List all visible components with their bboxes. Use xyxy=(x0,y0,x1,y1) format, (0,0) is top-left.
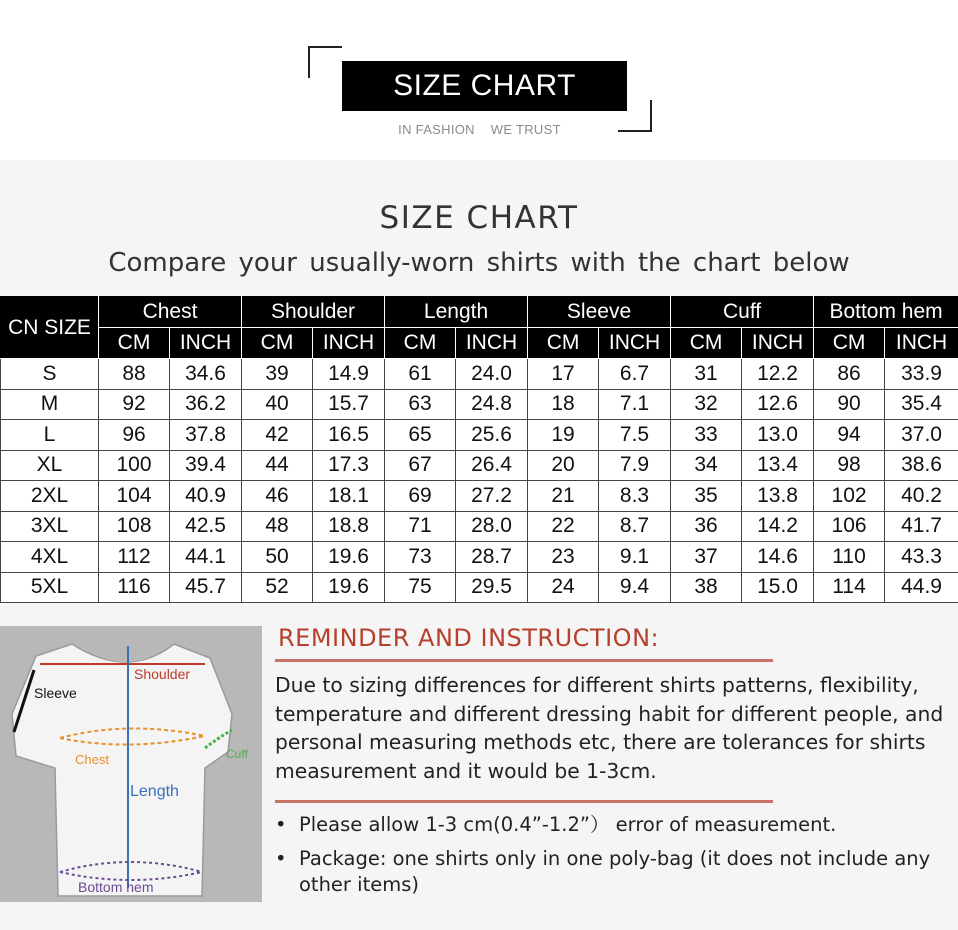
measurement-cell: 112 xyxy=(99,542,170,573)
measurement-cell: 45.7 xyxy=(170,572,242,603)
shirt-diagram-svg xyxy=(0,626,262,902)
measurement-cell: 28.0 xyxy=(456,511,528,542)
table-row xyxy=(1,572,958,603)
measurement-cell: 114 xyxy=(814,572,885,603)
measurement-cell: 35 xyxy=(671,481,742,512)
measurement-cell: 19.6 xyxy=(313,542,385,573)
measurement-cell: 7.1 xyxy=(599,389,671,420)
chart-subtitle: Compare your usually-worn shirts with the chart below xyxy=(108,248,850,278)
group-header-shoulder: Shoulder xyxy=(242,297,385,328)
measurement-cell: 42.5 xyxy=(170,511,242,542)
measurement-cell: 69 xyxy=(385,481,456,512)
measurement-cell: 48 xyxy=(242,511,313,542)
group-header-sleeve: Sleeve xyxy=(528,297,671,328)
measurement-cell: 19.6 xyxy=(313,572,385,603)
measurement-cell: 44.9 xyxy=(885,572,958,603)
measurement-cell: 28.7 xyxy=(456,542,528,573)
label-bottom-hem: Bottom hem xyxy=(78,879,154,895)
measurement-cell: 14.6 xyxy=(742,542,814,573)
measurement-cell: 40.9 xyxy=(170,481,242,512)
label-chest: Chest xyxy=(75,752,109,767)
measurement-cell: 21 xyxy=(528,481,599,512)
reminder-title: REMINDER AND INSTRUCTION: xyxy=(278,624,660,652)
measurement-cell: 37.0 xyxy=(885,420,958,451)
instruction-list xyxy=(275,812,957,906)
measurement-cell: 35.4 xyxy=(885,389,958,420)
tagline-left: IN FASHION xyxy=(398,122,475,137)
group-header-length: Length xyxy=(385,297,528,328)
measurement-cell: 98 xyxy=(814,450,885,481)
measurement-cell: 12.6 xyxy=(742,389,814,420)
measurement-cell: 16.5 xyxy=(313,420,385,451)
table-row xyxy=(1,450,958,481)
measurement-cell: 13.4 xyxy=(742,450,814,481)
group-header-bottom-hem: Bottom hem xyxy=(814,297,958,328)
tshirt-shape xyxy=(12,644,232,896)
banner-corner-bottom-right xyxy=(618,100,652,132)
measurement-cell: 102 xyxy=(814,481,885,512)
measurement-cell: 37.8 xyxy=(170,420,242,451)
size-label-cell: L xyxy=(1,420,99,451)
measurement-cell: 71 xyxy=(385,511,456,542)
measurement-cell: 33.9 xyxy=(885,359,958,390)
reminder-divider-top xyxy=(275,659,773,662)
label-length: Length xyxy=(130,783,179,800)
measurement-cell: 67 xyxy=(385,450,456,481)
table-row xyxy=(1,511,958,542)
measurement-cell: 65 xyxy=(385,420,456,451)
unit-header-cm: CM xyxy=(528,328,599,359)
measurement-cell: 8.7 xyxy=(599,511,671,542)
measurement-cell: 9.4 xyxy=(599,572,671,603)
measurement-cell: 18.1 xyxy=(313,481,385,512)
size-label-cell: 5XL xyxy=(1,572,99,603)
bullet-icon: • xyxy=(275,847,287,870)
measurement-cell: 34.6 xyxy=(170,359,242,390)
measurement-cell: 19 xyxy=(528,420,599,451)
size-table xyxy=(0,296,958,603)
unit-header-inch: INCH xyxy=(885,328,958,359)
table-unit-header-row xyxy=(1,328,958,359)
measurement-cell: 110 xyxy=(814,542,885,573)
label-sleeve: Sleeve xyxy=(34,685,77,701)
size-table-body xyxy=(1,359,958,603)
measurement-cell: 42 xyxy=(242,420,313,451)
unit-header-cm: CM xyxy=(99,328,170,359)
measurement-cell: 106 xyxy=(814,511,885,542)
measurement-cell: 13.8 xyxy=(742,481,814,512)
measurement-cell: 24.0 xyxy=(456,359,528,390)
unit-header-inch: INCH xyxy=(170,328,242,359)
instruction-text: Please allow 1-3 cm(0.4”-1.2”） error of measurement. xyxy=(299,813,837,836)
unit-header-cm: CM xyxy=(814,328,885,359)
measurement-cell: 41.7 xyxy=(885,511,958,542)
group-header-cuff: Cuff xyxy=(671,297,814,328)
banner-corner-top-left xyxy=(308,46,342,78)
measurement-cell: 43.3 xyxy=(885,542,958,573)
measurement-cell: 36.2 xyxy=(170,389,242,420)
reminder-body: Due to sizing differences for different shirts patterns, flexibility, temperature and different dressing habit for different people, and personal measuring methods etc, there are tolerances for shirts measurement and it would be 1-3cm. xyxy=(275,673,944,783)
measurement-cell: 96 xyxy=(99,420,170,451)
instruction-text: Package: one shirts only in one poly-bag (it does not include any other items) xyxy=(299,847,931,896)
size-column-header: CN SIZE xyxy=(1,297,99,359)
reminder-divider-bottom xyxy=(275,800,773,803)
unit-header-cm: CM xyxy=(385,328,456,359)
measurement-cell: 24.8 xyxy=(456,389,528,420)
measurement-cell: 13.0 xyxy=(742,420,814,451)
measurement-cell: 27.2 xyxy=(456,481,528,512)
measurement-cell: 33 xyxy=(671,420,742,451)
unit-header-inch: INCH xyxy=(599,328,671,359)
size-label-cell: 3XL xyxy=(1,511,99,542)
measurement-cell: 32 xyxy=(671,389,742,420)
measurement-cell: 24 xyxy=(528,572,599,603)
table-row xyxy=(1,359,958,390)
measurement-cell: 7.5 xyxy=(599,420,671,451)
measurement-cell: 52 xyxy=(242,572,313,603)
banner-tagline xyxy=(342,122,617,137)
measurement-cell: 100 xyxy=(99,450,170,481)
measurement-cell: 18 xyxy=(528,389,599,420)
unit-header-inch: INCH xyxy=(742,328,814,359)
measurement-cell: 44 xyxy=(242,450,313,481)
measurement-cell: 75 xyxy=(385,572,456,603)
measurement-cell: 22 xyxy=(528,511,599,542)
measurement-cell: 26.4 xyxy=(456,450,528,481)
measurement-cell: 61 xyxy=(385,359,456,390)
measurement-cell: 90 xyxy=(814,389,885,420)
measurement-cell: 44.1 xyxy=(170,542,242,573)
measurement-cell: 86 xyxy=(814,359,885,390)
banner-title: SIZE CHART xyxy=(342,61,627,111)
measurement-cell: 14.9 xyxy=(313,359,385,390)
table-row xyxy=(1,420,958,451)
size-label-cell: 2XL xyxy=(1,481,99,512)
measurement-cell: 38.6 xyxy=(885,450,958,481)
measurement-cell: 92 xyxy=(99,389,170,420)
measurement-cell: 15.0 xyxy=(742,572,814,603)
measurement-cell: 116 xyxy=(99,572,170,603)
chart-title: SIZE CHART xyxy=(379,200,579,236)
label-shoulder: Shoulder xyxy=(134,666,191,682)
measurement-cell: 29.5 xyxy=(456,572,528,603)
measurement-cell: 12.2 xyxy=(742,359,814,390)
measurement-cell: 8.3 xyxy=(599,481,671,512)
measurement-cell: 104 xyxy=(99,481,170,512)
measurement-cell: 88 xyxy=(99,359,170,390)
size-label-cell: XL xyxy=(1,450,99,481)
table-row xyxy=(1,542,958,573)
measurement-cell: 39 xyxy=(242,359,313,390)
table-row xyxy=(1,389,958,420)
measurement-cell: 15.7 xyxy=(313,389,385,420)
measurement-cell: 73 xyxy=(385,542,456,573)
table-group-header-row xyxy=(1,297,958,328)
measurement-cell: 36 xyxy=(671,511,742,542)
size-label-cell: 4XL xyxy=(1,542,99,573)
tagline-right: WE TRUST xyxy=(490,122,561,137)
measurement-cell: 18.8 xyxy=(313,511,385,542)
table-row xyxy=(1,481,958,512)
shirt-measurement-diagram xyxy=(0,626,262,902)
label-cuff: Cuff xyxy=(226,747,248,761)
measurement-cell: 17 xyxy=(528,359,599,390)
measurement-cell: 39.4 xyxy=(170,450,242,481)
measurement-cell: 40 xyxy=(242,389,313,420)
measurement-cell: 14.2 xyxy=(742,511,814,542)
unit-header-cm: CM xyxy=(671,328,742,359)
instruction-item xyxy=(275,846,957,898)
measurement-cell: 23 xyxy=(528,542,599,573)
measurement-cell: 94 xyxy=(814,420,885,451)
measurement-cell: 108 xyxy=(99,511,170,542)
group-header-chest: Chest xyxy=(99,297,242,328)
unit-header-inch: INCH xyxy=(313,328,385,359)
measurement-cell: 9.1 xyxy=(599,542,671,573)
measurement-cell: 17.3 xyxy=(313,450,385,481)
measurement-cell: 63 xyxy=(385,389,456,420)
unit-header-cm: CM xyxy=(242,328,313,359)
measurement-cell: 31 xyxy=(671,359,742,390)
measurement-cell: 46 xyxy=(242,481,313,512)
measurement-cell: 38 xyxy=(671,572,742,603)
measurement-cell: 37 xyxy=(671,542,742,573)
measurement-cell: 40.2 xyxy=(885,481,958,512)
measurement-cell: 7.9 xyxy=(599,450,671,481)
measurement-cell: 25.6 xyxy=(456,420,528,451)
bullet-icon: • xyxy=(275,813,287,836)
instruction-item xyxy=(275,812,957,838)
unit-header-inch: INCH xyxy=(456,328,528,359)
size-label-cell: M xyxy=(1,389,99,420)
measurement-cell: 20 xyxy=(528,450,599,481)
measurement-cell: 34 xyxy=(671,450,742,481)
size-label-cell: S xyxy=(1,359,99,390)
measurement-cell: 50 xyxy=(242,542,313,573)
measurement-cell: 6.7 xyxy=(599,359,671,390)
